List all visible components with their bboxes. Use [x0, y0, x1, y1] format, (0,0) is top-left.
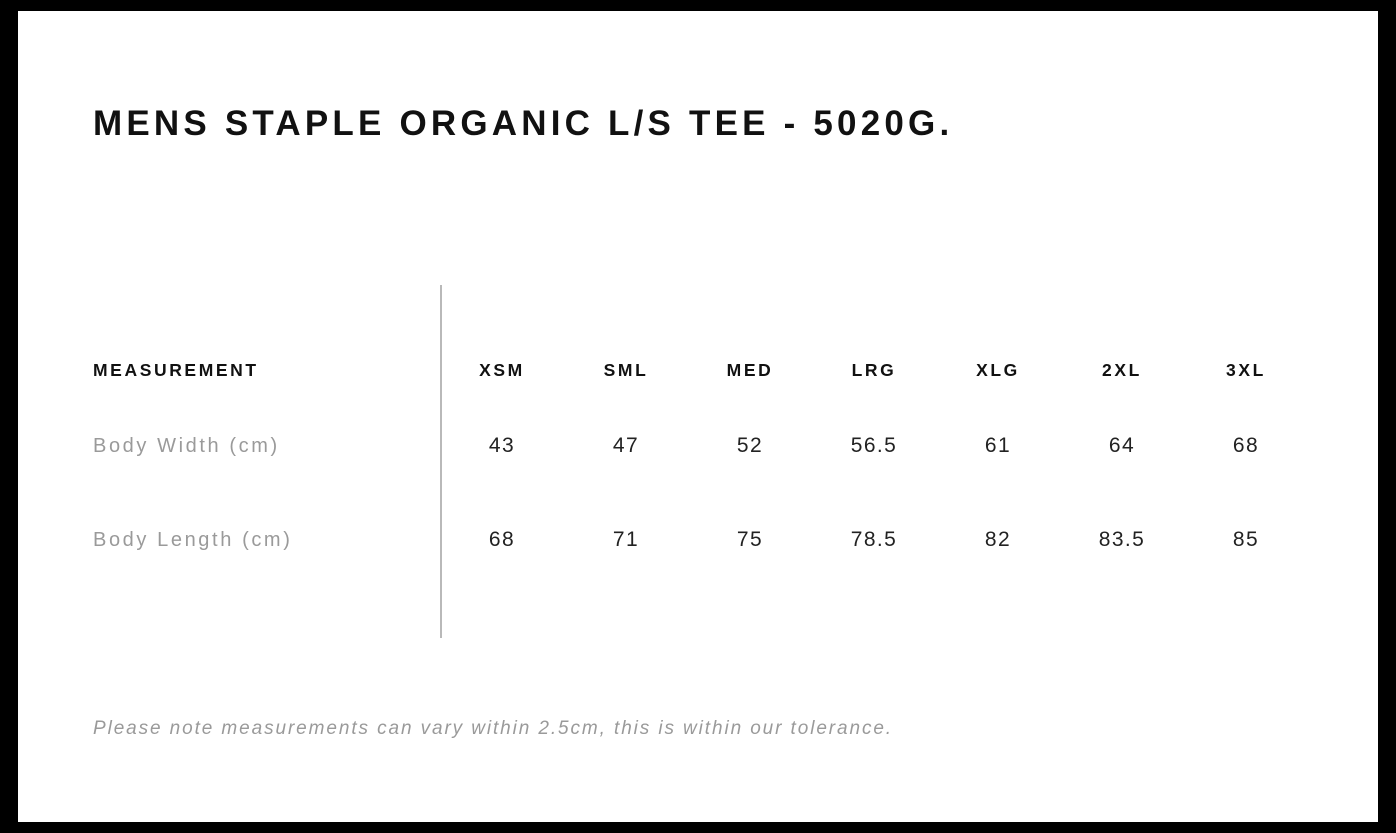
column-header-size-2xl: 2XL: [1102, 359, 1142, 380]
cell-body-length-med: 75: [736, 528, 764, 551]
cell-body-width-xlg: 61: [984, 434, 1012, 457]
table-row: [93, 493, 1308, 587]
cell-body-width-xsm: 43: [488, 434, 516, 457]
column-header-size-sml: SML: [603, 359, 649, 380]
column-header-size-med: MED: [726, 359, 774, 380]
column-header-measurement: MEASUREMENT: [93, 359, 259, 380]
size-chart-page: [18, 11, 1378, 822]
row-label-body-width: Body Width (cm): [93, 434, 280, 457]
cell-body-length-xsm: 68: [488, 528, 516, 551]
column-header-size-lrg: LRG: [851, 359, 897, 380]
page-title: MENS STAPLE ORGANIC L/S TEE - 5020G.: [93, 104, 954, 143]
table-header-row: [93, 341, 1308, 399]
cell-body-length-sml: 71: [612, 528, 640, 551]
column-header-size-3xl: 3XL: [1226, 359, 1266, 380]
column-header-size-xsm: XSM: [479, 359, 525, 380]
cell-body-width-sml: 47: [612, 434, 640, 457]
cell-body-width-3xl: 68: [1232, 434, 1260, 457]
tolerance-note: Please note measurements can vary within 2.5cm, this is within our tolerance.: [93, 718, 893, 739]
row-label-body-length: Body Length (cm): [93, 528, 293, 551]
cell-body-width-med: 52: [736, 434, 764, 457]
cell-body-length-lrg: 78.5: [850, 528, 898, 551]
cell-body-width-lrg: 56.5: [850, 434, 898, 457]
cell-body-length-3xl: 85: [1232, 528, 1260, 551]
cell-body-length-xlg: 82: [984, 528, 1012, 551]
table-row: [93, 399, 1308, 493]
column-header-size-xlg: XLG: [976, 359, 1020, 380]
cell-body-width-2xl: 64: [1108, 434, 1136, 457]
cell-body-length-2xl: 83.5: [1098, 528, 1146, 551]
size-chart-table: [93, 341, 1308, 587]
